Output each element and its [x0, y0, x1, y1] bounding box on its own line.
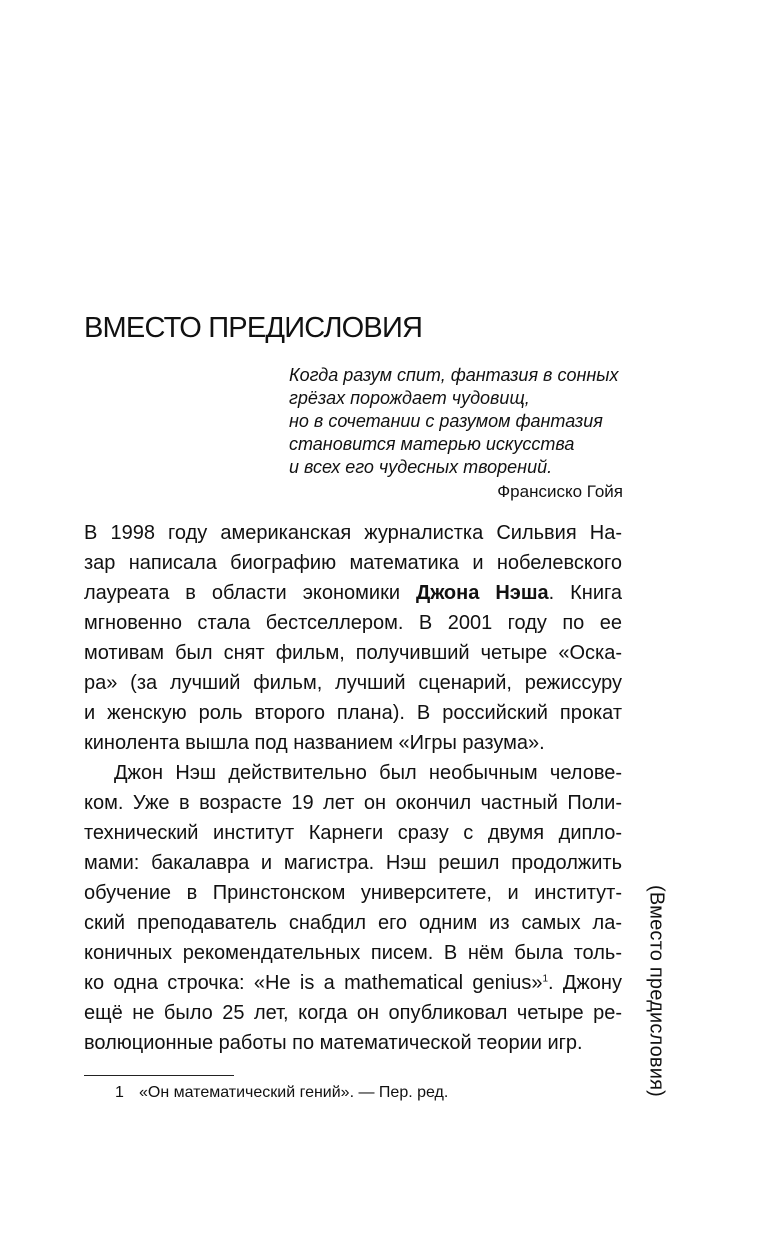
text-line: ский преподаватель снабдил его одним из самых ла-: [84, 912, 622, 934]
text-line: Джон Нэш действительно был необычным челове-: [114, 762, 622, 784]
text-line: ра» (за лучший фильм, лучший сценарий, режиссуру: [84, 672, 622, 694]
footnote-text: «Он математический гений». — Пер. ред.: [139, 1084, 449, 1101]
text-line: коничных рекомендательных писем. В нём была толь-: [84, 942, 622, 964]
text-line: технический институт Карнеги сразу с двумя дипло-: [84, 822, 622, 844]
paragraph-2: [84, 758, 622, 1058]
running-head-text: (Вместо предисловия): [645, 884, 668, 1098]
text-line: и женскую роль второго плана). В российский прокат: [84, 702, 622, 724]
epigraph-line: становится матерью искусства: [289, 434, 575, 454]
epigraph-line: грёзах порождает чудовищ,: [289, 388, 530, 408]
text-line: ком. Уже в возрасте 19 лет он окончил частный Поли-: [84, 792, 622, 814]
epigraph-author: Франсиско Гойя: [497, 482, 623, 501]
footnote-divider: [84, 1075, 234, 1076]
chapter-title: ВМЕСТО ПРЕДИСЛОВИЯ: [84, 312, 423, 344]
text-segment: . Книга: [548, 582, 622, 604]
footnote-mark[interactable]: 1: [542, 973, 548, 985]
text-line: зар написала биографию математика и нобелевского: [84, 552, 622, 574]
text-line: В 1998 году американская журналистка Сильвия На-: [84, 522, 622, 544]
text-segment: лауреата в области экономики: [84, 582, 401, 604]
text-line: мотивам был снят фильм, получивший четыре «Оска-: [84, 642, 622, 664]
epigraph-line: и всех его чудесных творений.: [289, 457, 553, 477]
running-head: [641, 878, 671, 1104]
epigraph: [289, 364, 623, 503]
text-line: мами: бакалавра и магистра. Нэш решил продолжить: [84, 852, 622, 874]
paragraph-1: [84, 518, 622, 758]
footnote-number: 1: [115, 1084, 124, 1101]
text-line: волюционные работы по математической теории игр.: [84, 1032, 583, 1054]
footnote: [115, 1083, 448, 1103]
text-line: ещё не было 25 лет, когда он опубликовал четыре ре-: [84, 1002, 622, 1024]
text-line: кинолента вышла под названием «Игры разума».: [84, 732, 545, 754]
text-line: [84, 578, 622, 608]
text-line: обучение в Принстонском университете, и институт-: [84, 882, 622, 904]
text-line: [84, 968, 622, 998]
text-line: мгновенно стала бестселлером. В 2001 году по ее: [84, 612, 622, 634]
epigraph-line: Когда разум спит, фантазия в сонных: [289, 365, 619, 385]
text-segment: . Джону: [548, 972, 622, 994]
bold-name: Джона Нэша: [416, 582, 549, 604]
text-segment: ко одна строчка: «He is a mathematical genius»: [84, 972, 543, 994]
epigraph-line: но в сочетании с разумом фантазия: [289, 411, 603, 431]
